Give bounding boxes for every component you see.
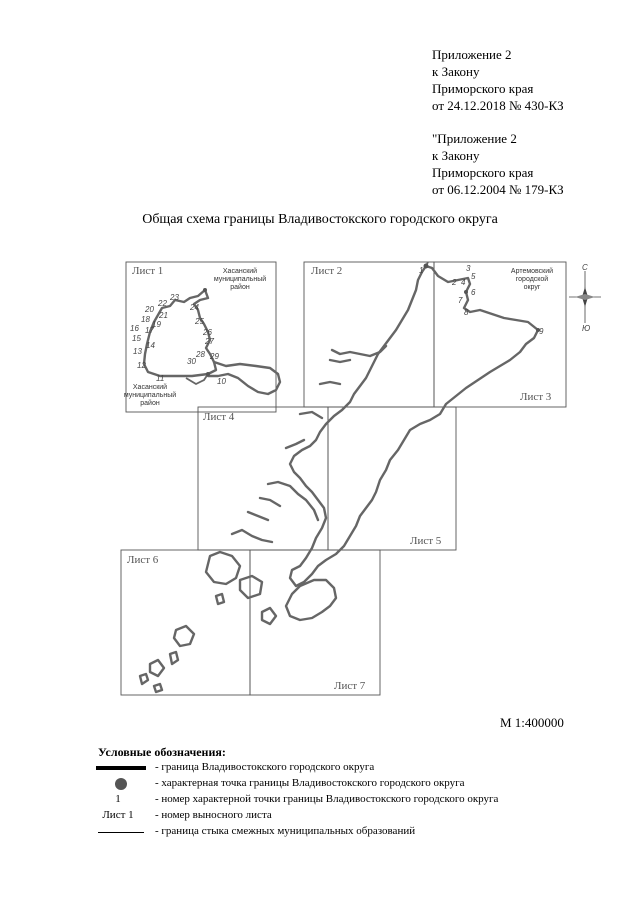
point-number: 23 [170, 293, 179, 302]
island-line [140, 674, 148, 684]
boundary-point-dot [206, 372, 210, 376]
previous-appendix-line: к Закону [432, 148, 480, 163]
boundary-point-dot [464, 290, 468, 294]
point-number: 1 [419, 266, 424, 275]
point-number: 26 [203, 328, 212, 337]
point-number: 6 [471, 288, 476, 297]
point-number: 11 [156, 374, 165, 383]
point-number: 18 [141, 315, 150, 324]
area-label-line: Хасанский [132, 384, 168, 391]
sheet-label-symbol-text: Лист 1 [102, 809, 134, 821]
number-symbol [92, 793, 144, 808]
point-number: 15 [132, 334, 141, 343]
point-number: 20 [145, 305, 154, 314]
point-number: 7 [458, 296, 463, 305]
point-number: 4 [461, 278, 466, 287]
artem-area-label [502, 268, 562, 292]
island-line [240, 576, 262, 598]
thin-line-symbol [92, 825, 144, 840]
point-number: 25 [195, 317, 204, 326]
point-number: 2 [452, 278, 457, 287]
legend-item-text: - номер выносного листа [155, 809, 272, 821]
appendix-line: к Закону [432, 64, 480, 79]
point-number: 10 [217, 377, 226, 386]
hasan-area-label-bottom [120, 384, 180, 408]
point-number: 12 [137, 361, 146, 370]
legend-item-text: - граница стыка смежных муниципальных образований [155, 825, 416, 837]
sheet-label-2: Лист 2 [311, 265, 343, 277]
appendix-line: от 24.12.2018 № 430-КЗ [432, 98, 564, 113]
point-number: 24 [190, 303, 199, 312]
previous-appendix-line: "Приложение 2 [432, 131, 517, 146]
sheet-label-6: Лист 6 [127, 554, 159, 566]
thick-line-symbol [92, 761, 144, 776]
point-number: 14 [146, 341, 155, 350]
sheet-frame-4 [198, 407, 328, 550]
number-symbol-text: 1 [115, 793, 121, 805]
island-line [262, 608, 276, 624]
compass-rose-icon [569, 271, 601, 323]
legend-heading: Условные обозначения: [98, 745, 226, 759]
russky-island-line [286, 580, 336, 620]
sheet-frame-2 [304, 262, 434, 407]
island-line [206, 552, 240, 584]
boundary-point-dot [203, 288, 207, 292]
sheet-label-3: Лист 3 [520, 391, 552, 403]
point-number: 30 [187, 357, 196, 366]
area-label-line: район [230, 284, 250, 291]
island-line [154, 684, 162, 692]
boundary-point-dot [424, 264, 429, 269]
island-line [170, 652, 178, 664]
document-title: Общая схема границы Владивостокского городского округа [142, 212, 498, 227]
point-number: 17 [145, 326, 154, 335]
point-number: 13 [133, 347, 142, 356]
dot-symbol [92, 777, 144, 792]
area-label-line: городской [515, 276, 549, 283]
point-number: 21 [159, 311, 168, 320]
point-number: 3 [466, 264, 471, 273]
area-label-line: район [140, 400, 160, 407]
hasan-area-label-top [212, 268, 268, 292]
point-number: 27 [205, 337, 214, 346]
point-number: 28 [196, 350, 205, 359]
compass-south-label: Ю [582, 324, 591, 333]
legend-item-text: - характерная точка границы Владивостокского городского округа [155, 777, 465, 789]
compass-north-label: С [582, 263, 588, 272]
point-number: 8 [464, 308, 469, 317]
point-number: 29 [210, 352, 219, 361]
legend-item-text: - номер характерной точки границы Владивостокского городского округа [155, 793, 499, 805]
area-label-line: муниципальный [213, 276, 267, 283]
point-number: 19 [152, 320, 161, 329]
island-line [174, 626, 194, 646]
previous-appendix-line: от 06.12.2004 № 179-КЗ [432, 182, 564, 197]
appendix-line: Приложение 2 [432, 47, 512, 62]
sheet-label-7: Лист 7 [334, 680, 366, 692]
point-number: 9 [539, 327, 544, 336]
sheet-frame-6 [121, 550, 250, 695]
area-label-line: Хасанский [222, 268, 258, 275]
sheet-label-4: Лист 4 [203, 411, 235, 423]
point-number: 5 [471, 272, 476, 281]
sheet-label-symbol [92, 809, 144, 824]
island-line [216, 594, 224, 604]
sheet-label-5: Лист 5 [410, 535, 442, 547]
appendix-line: Приморского края [432, 81, 534, 96]
point-number: 16 [130, 324, 139, 333]
area-label-line: округ [523, 284, 541, 291]
point-number: 22 [158, 299, 167, 308]
area-label-line: муниципальный [123, 392, 177, 399]
map-scale: М 1:400000 [500, 715, 564, 730]
legend-item-text: - граница Владивостокского городского округа [155, 761, 375, 773]
sheet-label-1: Лист 1 [132, 265, 164, 277]
sheet-frame-5 [328, 407, 456, 550]
area-label-line: Артемовский [510, 268, 554, 275]
island-line [150, 660, 164, 676]
previous-appendix-line: Приморского края [432, 165, 534, 180]
